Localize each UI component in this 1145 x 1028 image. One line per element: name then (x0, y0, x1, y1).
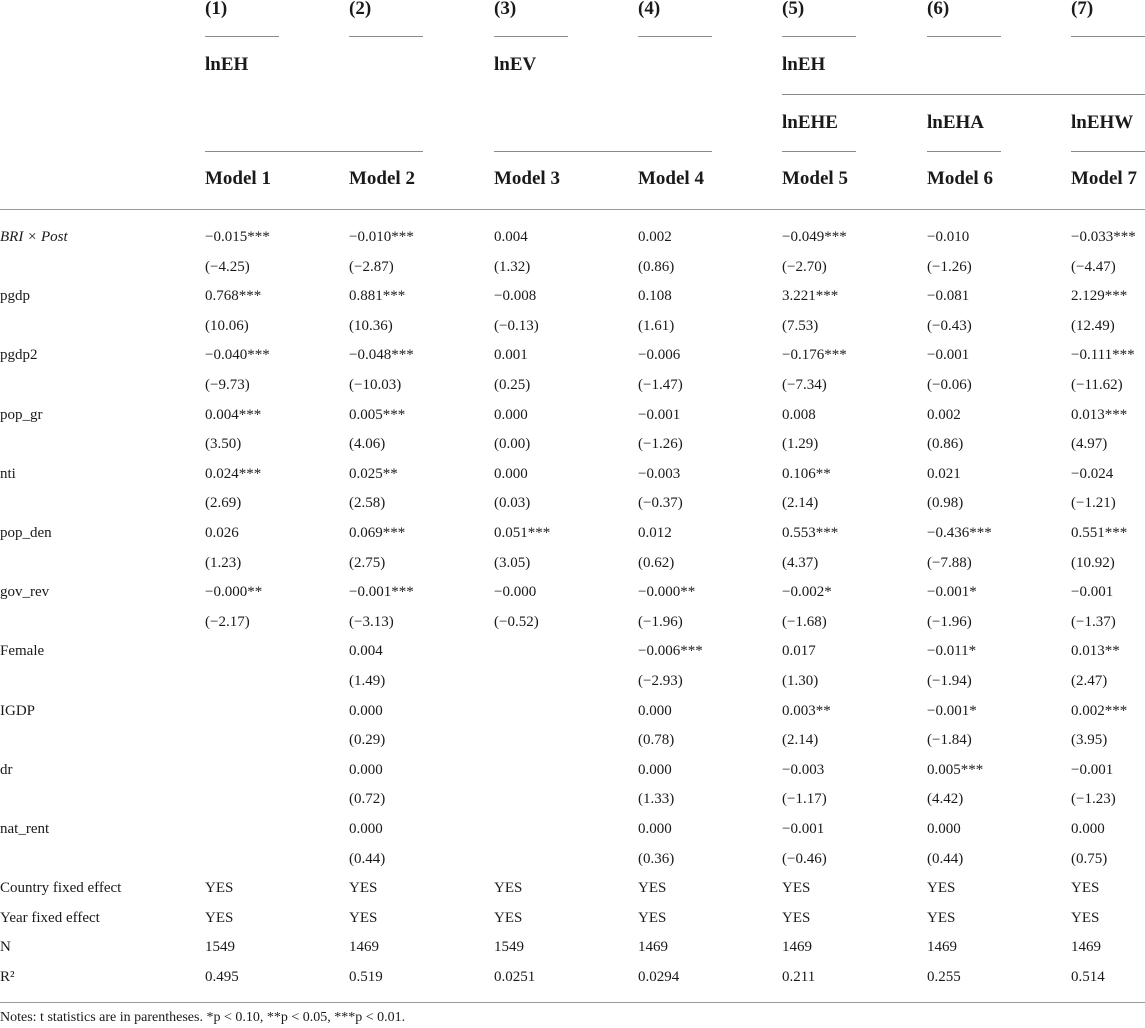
table-cell: (0.86) (638, 259, 675, 275)
table-cell: (0.78) (638, 732, 675, 748)
table-cell: −0.010 (927, 229, 970, 245)
table-cell: −0.001 (1071, 584, 1114, 600)
table-cell: 0.000 (638, 821, 672, 837)
table-cell: 1549 (205, 939, 235, 955)
model-header-6: Model 6 (927, 168, 993, 189)
table-cell: 0.108 (638, 288, 672, 304)
table-cell: −0.000** (638, 584, 696, 600)
table-cell: −0.001 (638, 407, 681, 423)
table-cell: 0.881*** (349, 288, 406, 304)
table-cell: (−0.13) (494, 318, 539, 334)
dep-var-lneh-left: lnEH (205, 54, 249, 75)
table-cell: 0.004*** (205, 407, 262, 423)
span-rule-lneh-right (782, 94, 1145, 95)
col-rule-1 (205, 36, 279, 37)
row-label: nti (0, 466, 16, 482)
table-cell: 0.002*** (1071, 703, 1128, 719)
table-cell: (0.62) (638, 555, 675, 571)
table-cell: (10.06) (205, 318, 249, 334)
table-cell: (0.25) (494, 377, 531, 393)
table-cell: (−10.03) (349, 377, 402, 393)
table-cell: (4.97) (1071, 436, 1108, 452)
row-label: dr (0, 762, 13, 778)
table-cell: −0.001*** (349, 584, 414, 600)
table-cell: (−1.94) (927, 673, 972, 689)
table-cell: −0.001 (927, 347, 970, 363)
col-number-5: (5) (782, 0, 805, 19)
table-cell: (−0.06) (927, 377, 972, 393)
table-cell: (1.33) (638, 791, 675, 807)
table-bottom-rule (0, 1002, 1145, 1003)
table-cell: (−2.93) (638, 673, 683, 689)
table-cell: (−7.88) (927, 555, 972, 571)
table-cell: (2.14) (782, 732, 819, 748)
table-cell: (0.03) (494, 495, 531, 511)
table-cell: 0.000 (638, 703, 672, 719)
table-cell: YES (1071, 880, 1100, 896)
table-cell: (0.98) (927, 495, 964, 511)
table-cell: (2.14) (782, 495, 819, 511)
table-cell: −0.024 (1071, 466, 1114, 482)
row-label: Female (0, 643, 45, 659)
table-cell: (−2.17) (205, 614, 250, 630)
col-number-6: (6) (927, 0, 950, 19)
model-header-1: Model 1 (205, 168, 271, 189)
table-cell: 1469 (349, 939, 379, 955)
sub-var-lnehw: lnEHW (1071, 112, 1134, 133)
table-cell: 1469 (1071, 939, 1101, 955)
table-cell: 0.013*** (1071, 407, 1128, 423)
row-label: pop_den (0, 525, 52, 541)
table-cell: YES (205, 910, 234, 926)
table-cell: 0.000 (638, 762, 672, 778)
table-cell: (0.75) (1071, 851, 1108, 867)
table-cell: 0.013** (1071, 643, 1120, 659)
header-bottom-rule (0, 209, 1145, 210)
table-cell: (0.29) (349, 732, 386, 748)
table-cell: −0.011* (927, 643, 977, 659)
table-cell: YES (205, 880, 234, 896)
model-header-2: Model 2 (349, 168, 415, 189)
table-cell: 0.553*** (782, 525, 839, 541)
table-cell: 0.026 (205, 525, 239, 541)
table-cell: 0.069*** (349, 525, 406, 541)
table-cell: (12.49) (1071, 318, 1115, 334)
table-cell: (4.37) (782, 555, 819, 571)
sub-rule-lneha (927, 151, 1001, 152)
table-cell: 0.551*** (1071, 525, 1128, 541)
col-rule-5 (782, 36, 856, 37)
table-cell: (−4.47) (1071, 259, 1116, 275)
table-cell: YES (782, 880, 811, 896)
span-rule-lneh-left (205, 151, 423, 152)
table-cell: YES (349, 910, 378, 926)
table-cell: 0.211 (782, 969, 816, 985)
table-cell: YES (782, 910, 811, 926)
table-cell: 0.004 (349, 643, 383, 659)
table-cell: (1.23) (205, 555, 242, 571)
table-cell: 0.000 (349, 703, 383, 719)
table-cell: (1.30) (782, 673, 819, 689)
model-header-5: Model 5 (782, 168, 848, 189)
table-cell: YES (494, 880, 523, 896)
col-number-1: (1) (205, 0, 228, 19)
table-cell: 0.004 (494, 229, 528, 245)
table-cell: (1.49) (349, 673, 386, 689)
table-cell: −0.010*** (349, 229, 414, 245)
col-number-3: (3) (494, 0, 517, 19)
table-cell: (10.36) (349, 318, 393, 334)
table-cell: YES (494, 910, 523, 926)
table-cell: (−11.62) (1071, 377, 1123, 393)
table-cell: −0.176*** (782, 347, 847, 363)
table-cell: 0.012 (638, 525, 672, 541)
table-cell: (−1.84) (927, 732, 972, 748)
table-cell: 0.002 (638, 229, 672, 245)
row-label: gov_rev (0, 584, 50, 600)
row-label: pop_gr (0, 407, 43, 423)
table-cell: −0.003 (638, 466, 681, 482)
row-label: pgdp2 (0, 347, 38, 363)
sub-rule-lnehw (1071, 151, 1145, 152)
table-cell: (0.72) (349, 791, 386, 807)
table-cell: −0.001 (782, 821, 825, 837)
table-cell: (−0.46) (782, 851, 827, 867)
table-cell: (−0.37) (638, 495, 683, 511)
model-header-4: Model 4 (638, 168, 704, 189)
table-cell: 0.000 (349, 821, 383, 837)
table-cell: (2.69) (205, 495, 242, 511)
table-cell: −0.001 (1071, 762, 1114, 778)
table-cell: (0.86) (927, 436, 964, 452)
table-cell: (−4.25) (205, 259, 250, 275)
table-cell: −0.006*** (638, 643, 703, 659)
sub-rule-lnehe (782, 151, 856, 152)
table-cell: 0.000 (1071, 821, 1105, 837)
table-cell: (4.42) (927, 791, 964, 807)
col-rule-2 (349, 36, 423, 37)
table-cell: 0.000 (927, 821, 961, 837)
table-cell: (−2.87) (349, 259, 394, 275)
table-cell: −0.081 (927, 288, 970, 304)
table-cell: 0.768*** (205, 288, 262, 304)
table-cell: 2.129*** (1071, 288, 1128, 304)
table-cell: (10.92) (1071, 555, 1115, 571)
row-label: R² (0, 969, 15, 985)
table-cell: 0.008 (782, 407, 816, 423)
table-cell: 0.005*** (927, 762, 984, 778)
row-label: Year fixed effect (0, 910, 100, 926)
table-cell: 0.0251 (494, 969, 536, 985)
table-cell: (−1.37) (1071, 614, 1116, 630)
table-cell: YES (638, 880, 667, 896)
table-cell: −0.008 (494, 288, 537, 304)
table-cell: 0.002 (927, 407, 961, 423)
table-cell: −0.033*** (1071, 229, 1136, 245)
col-rule-4 (638, 36, 712, 37)
row-label: N (0, 939, 11, 955)
table-cell: −0.001* (927, 584, 977, 600)
table-cell: (2.47) (1071, 673, 1108, 689)
table-cell: −0.436*** (927, 525, 992, 541)
table-cell: (3.50) (205, 436, 242, 452)
table-cell: 3.221*** (782, 288, 839, 304)
table-cell: 0.024*** (205, 466, 262, 482)
row-label: Country fixed effect (0, 880, 122, 896)
model-header-3: Model 3 (494, 168, 560, 189)
table-cell: YES (927, 910, 956, 926)
row-label: nat_rent (0, 821, 50, 837)
table-cell: (−1.68) (782, 614, 827, 630)
col-rule-6 (927, 36, 1001, 37)
table-cell: (3.05) (494, 555, 531, 571)
table-cell: (−1.96) (638, 614, 683, 630)
row-label: IGDP (0, 703, 36, 719)
col-number-4: (4) (638, 0, 661, 19)
table-cell: 0.001 (494, 347, 528, 363)
table-cell: YES (1071, 910, 1100, 926)
table-cell: −0.111*** (1071, 347, 1135, 363)
table-cell: (−0.43) (927, 318, 972, 334)
table-cell: (−1.26) (638, 436, 683, 452)
table-cell: (−7.34) (782, 377, 827, 393)
dep-var-lnev: lnEV (494, 54, 537, 75)
table-notes: Notes: t statistics are in parentheses. *p < 0.10, **p < 0.05, ***p < 0.01. (0, 1010, 406, 1025)
dep-var-lneh-right: lnEH (782, 54, 826, 75)
model-header-7: Model 7 (1071, 168, 1137, 189)
table-cell: 0.025** (349, 466, 398, 482)
table-cell: (1.29) (782, 436, 819, 452)
table-cell: 0.519 (349, 969, 383, 985)
table-cell: −0.040*** (205, 347, 270, 363)
table-cell: (3.95) (1071, 732, 1108, 748)
table-cell: (−1.47) (638, 377, 683, 393)
table-cell: 0.106** (782, 466, 831, 482)
table-cell: (−2.70) (782, 259, 827, 275)
table-cell: 0.255 (927, 969, 961, 985)
table-cell: 0.514 (1071, 969, 1105, 985)
table-cell: −0.003 (782, 762, 825, 778)
table-cell: −0.000 (494, 584, 537, 600)
table-cell: 0.005*** (349, 407, 406, 423)
table-cell: 0.017 (782, 643, 816, 659)
table-cell: (−1.21) (1071, 495, 1116, 511)
table-cell: (0.44) (927, 851, 964, 867)
table-cell: 0.000 (494, 466, 528, 482)
table-cell: (0.44) (349, 851, 386, 867)
table-cell: YES (638, 910, 667, 926)
table-cell: (4.06) (349, 436, 386, 452)
table-cell: 1469 (782, 939, 812, 955)
table-cell: −0.001* (927, 703, 977, 719)
table-cell: (−1.96) (927, 614, 972, 630)
table-cell: (1.32) (494, 259, 531, 275)
table-cell: 1469 (638, 939, 668, 955)
row-label: pgdp (0, 288, 30, 304)
table-cell: 0.003** (782, 703, 831, 719)
table-cell: (−3.13) (349, 614, 394, 630)
table-cell: 0.021 (927, 466, 961, 482)
table-cell: 0.000 (349, 762, 383, 778)
table-cell: YES (927, 880, 956, 896)
table-cell: YES (349, 880, 378, 896)
table-cell: 0.000 (494, 407, 528, 423)
table-cell: 0.0294 (638, 969, 680, 985)
table-cell: (−1.17) (782, 791, 827, 807)
table-cell: −0.015*** (205, 229, 270, 245)
table-cell: 1469 (927, 939, 957, 955)
sub-var-lneha: lnEHA (927, 112, 985, 133)
table-cell: (0.00) (494, 436, 531, 452)
table-cell: (0.36) (638, 851, 675, 867)
table-cell: (2.75) (349, 555, 386, 571)
col-number-7: (7) (1071, 0, 1094, 19)
table-cell: 0.495 (205, 969, 239, 985)
table-cell: (−1.26) (927, 259, 972, 275)
table-cell: (1.61) (638, 318, 675, 334)
col-number-2: (2) (349, 0, 372, 19)
table-cell: (−0.52) (494, 614, 539, 630)
table-cell: (−1.23) (1071, 791, 1116, 807)
span-rule-lnev (494, 151, 712, 152)
col-rule-7 (1071, 36, 1145, 37)
table-cell: −0.049*** (782, 229, 847, 245)
table-cell: (2.58) (349, 495, 386, 511)
table-cell: 1549 (494, 939, 524, 955)
table-cell: (−9.73) (205, 377, 250, 393)
table-cell: −0.048*** (349, 347, 414, 363)
col-rule-3 (494, 36, 568, 37)
table-cell: −0.006 (638, 347, 681, 363)
sub-var-lnehe: lnEHE (782, 112, 838, 133)
table-cell: 0.051*** (494, 525, 551, 541)
row-label: BRI × Post (0, 229, 68, 245)
table-cell: (7.53) (782, 318, 819, 334)
table-cell: −0.002* (782, 584, 832, 600)
table-cell: −0.000** (205, 584, 263, 600)
